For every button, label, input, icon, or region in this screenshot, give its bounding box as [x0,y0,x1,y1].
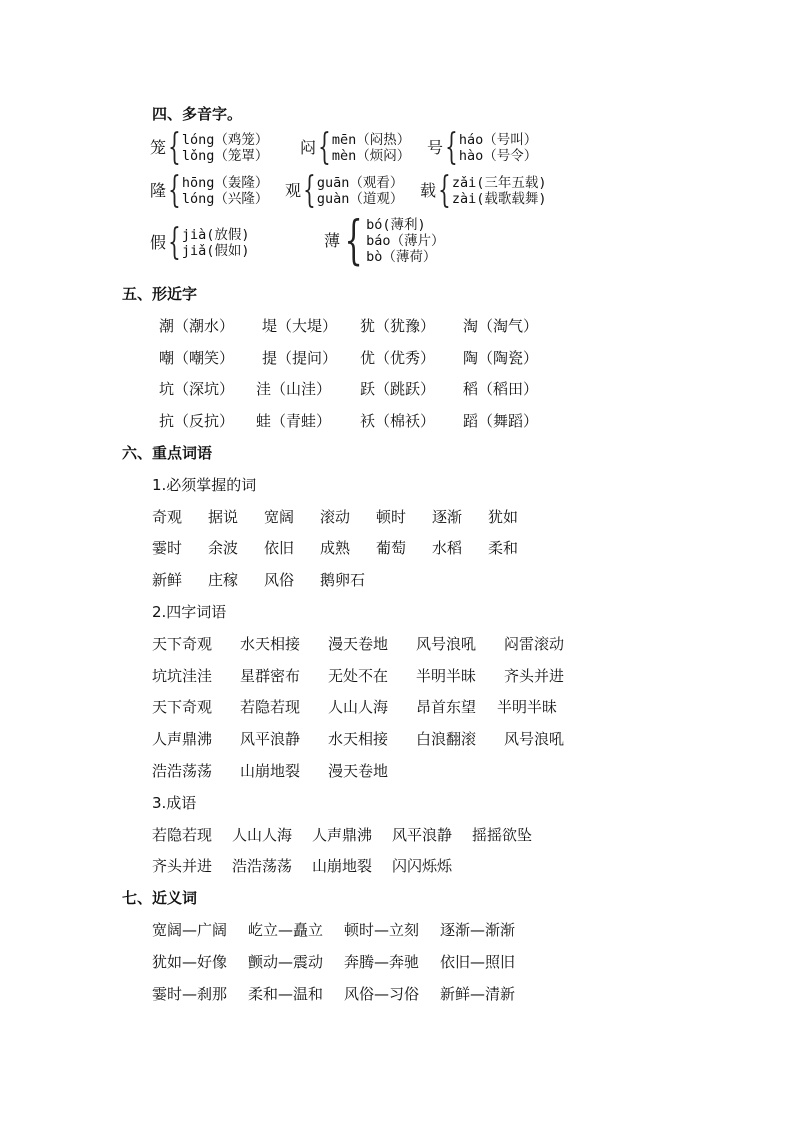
polyphone-group [300,127,411,168]
word-item: 风平浪静 [392,826,453,844]
polyphone-reading: guàn（道观） [316,191,404,207]
word-item: 人声鼎沸 [152,730,213,748]
similar-char-item: 洼（山洼） [256,380,332,398]
brace-icon: { [168,170,181,211]
similar-char-item: 嘲（嘲笑） [159,349,235,367]
synonym-pair: 顿时—立刻 [344,921,420,939]
polyphone-reading: zǎi(三年五载) [451,175,547,191]
polyphone-reading: mèn（烦闷） [331,148,411,164]
word-item: 漫天卷地 [328,762,389,780]
brace-icon: { [438,170,451,211]
brace-icon: { [168,127,181,168]
synonym-pair: 屹立—矗立 [248,921,324,939]
similar-char-item: 坑（深坑） [159,380,235,398]
polyphone-reading: háo（号叫） [458,132,538,148]
word-item: 山崩地裂 [312,857,373,875]
polyphone-reading: guān（观看） [316,175,404,191]
polyphone-reading: bò（薄荷） [366,249,437,265]
brace-icon: { [344,211,363,271]
word-item: 风号浪吼 [504,730,565,748]
word-item: 鹅卵石 [320,571,366,589]
polyphone-char: 观 [285,181,302,200]
word-item: 水天相接 [240,635,301,653]
word-item: 新鲜 [152,571,183,589]
synonym-pair: 奔腾—奔驰 [344,953,420,971]
polyphone-char: 薄 [324,231,341,250]
polyphone-group [150,170,269,211]
section-title-similar-chars: 五、形近字 [122,285,198,303]
word-item: 山崩地裂 [240,762,301,780]
similar-char-item: 抗（反抗） [159,412,235,430]
similar-char-item: 犹（犹豫） [360,317,436,335]
polyphone-group [285,170,404,211]
synonym-pair: 宽阔—广阔 [152,921,228,939]
polyphone-char: 假 [150,233,167,252]
word-item: 摇摇欲坠 [472,826,533,844]
polyphone-char: 载 [420,181,437,200]
word-item: 若隐若现 [240,698,301,716]
word-item: 齐头并进 [152,857,213,875]
similar-char-item: 优（优秀） [360,349,436,367]
polyphone-char: 笼 [150,138,167,157]
word-item: 半明半昧 [497,698,558,716]
word-item: 闷雷滚动 [504,635,565,653]
word-item: 水天相接 [328,730,389,748]
word-item: 天下奇观 [152,635,213,653]
word-item: 人山人海 [328,698,389,716]
word-item: 天下奇观 [152,698,213,716]
polyphone-group [324,211,445,271]
synonym-pair: 犹如—好像 [152,953,228,971]
polyphone-reading: mēn（闷热） [331,132,411,148]
polyphone-reading: lóng（兴隆） [181,191,269,207]
polyphone-group [150,127,269,168]
word-item: 犹如 [488,508,519,526]
word-item: 坑坑洼洼 [152,667,213,685]
word-item: 依旧 [264,539,295,557]
subsection-title: 1.必须掌握的词 [152,476,257,494]
word-item: 滚动 [320,508,351,526]
subsection-title: 3.成语 [152,794,197,812]
synonym-pair: 霎时—刹那 [152,985,228,1003]
polyphone-reading: lǒng（笼罩） [181,148,269,164]
polyphone-reading: hōng（轰隆） [181,175,269,191]
word-item: 风俗 [264,571,295,589]
brace-icon: { [303,170,316,211]
synonym-pair: 颤动—震动 [248,953,324,971]
word-item: 齐头并进 [504,667,565,685]
brace-icon: { [168,222,181,263]
similar-char-item: 提（提问） [262,349,338,367]
brace-icon: { [318,127,331,168]
similar-char-item: 淘（淘气） [463,317,539,335]
polyphone-reading: zài(载歌载舞) [451,191,547,207]
section-title-polyphones: 四、多音字。 [152,105,243,123]
synonym-pair: 风俗—习俗 [344,985,420,1003]
similar-char-item: 陶（陶瓷） [463,349,539,367]
similar-char-item: 袄（棉袄） [360,412,436,430]
polyphone-reading: jiǎ(假如) [181,243,250,259]
word-item: 闪闪烁烁 [392,857,453,875]
word-item: 人山人海 [232,826,293,844]
word-item: 余波 [208,539,239,557]
word-item: 庄稼 [208,571,239,589]
polyphone-reading: lóng（鸡笼） [181,132,269,148]
word-item: 昂首东望 [416,698,477,716]
subsection-title: 2.四字词语 [152,603,227,621]
polyphone-reading: jià(放假) [181,227,250,243]
word-item: 风平浪静 [240,730,301,748]
polyphone-char: 闷 [300,138,317,157]
word-item: 成熟 [320,539,351,557]
word-item: 浩浩荡荡 [232,857,293,875]
synonym-pair: 逐渐—渐渐 [440,921,516,939]
polyphone-group [420,170,547,211]
word-item: 顿时 [376,508,407,526]
word-item: 人声鼎沸 [312,826,373,844]
word-item: 无处不在 [328,667,389,685]
word-item: 霎时 [152,539,183,557]
brace-icon: { [445,127,458,168]
synonym-pair: 新鲜—清新 [440,985,516,1003]
polyphone-reading: bó(薄利) [366,217,426,233]
polyphone-group [427,127,538,168]
word-item: 白浪翻滚 [416,730,477,748]
synonym-pair: 柔和—温和 [248,985,324,1003]
word-item: 葡萄 [376,539,407,557]
word-item: 柔和 [488,539,519,557]
similar-char-item: 稻（稻田） [463,380,539,398]
word-item: 水稻 [432,539,463,557]
word-item: 据说 [208,508,239,526]
word-item: 宽阔 [264,508,295,526]
polyphone-char: 隆 [150,181,167,200]
polyphone-char: 号 [427,138,444,157]
synonym-pair: 依旧—照旧 [440,953,516,971]
similar-char-item: 跃（跳跃） [360,380,436,398]
similar-char-item: 堤（大堤） [262,317,338,335]
word-item: 逐渐 [432,508,463,526]
word-item: 奇观 [152,508,183,526]
word-item: 半明半昧 [416,667,477,685]
word-item: 星群密布 [240,667,301,685]
similar-char-item: 蹈（舞蹈） [463,412,539,430]
word-item: 漫天卷地 [328,635,389,653]
section-title-key-words: 六、重点词语 [122,444,213,462]
word-item: 若隐若现 [152,826,213,844]
similar-char-item: 潮（潮水） [159,317,235,335]
polyphone-group [150,222,250,263]
word-item: 浩浩荡荡 [152,762,213,780]
polyphone-reading: hào（号令） [458,148,538,164]
polyphone-reading: báo（薄片） [366,233,445,249]
section-title-synonyms: 七、近义词 [122,889,198,907]
word-item: 风号浪吼 [416,635,477,653]
similar-char-item: 蛙（青蛙） [256,412,332,430]
